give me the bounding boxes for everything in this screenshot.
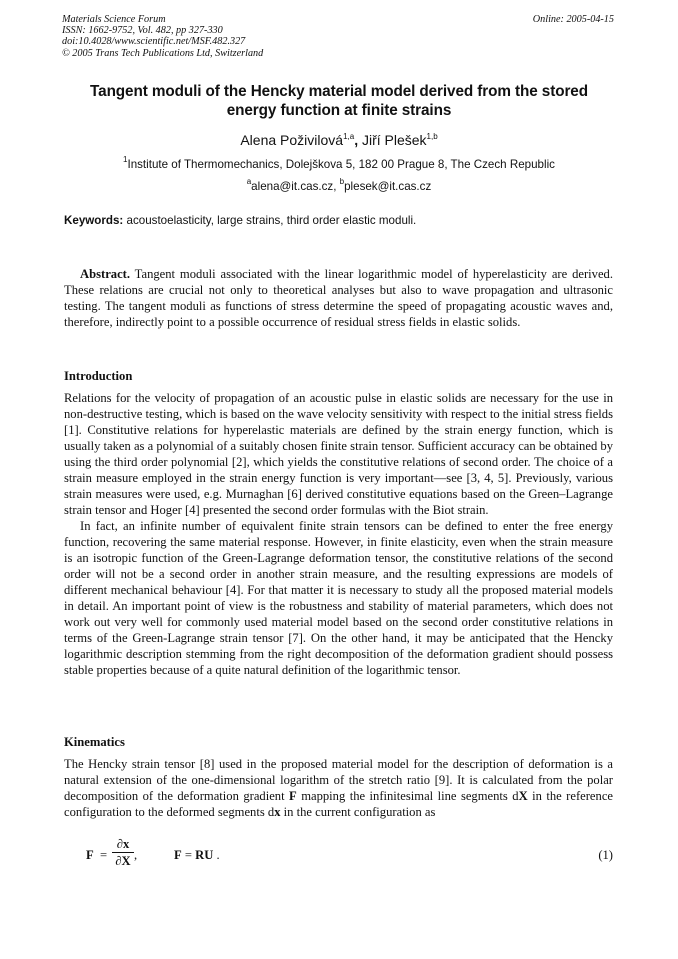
equation-polar-decomposition: [174, 848, 220, 863]
abstract-text: Tangent moduli associated with the linear logarithmic model of hyperelasticity are derived. These relations are crucial not only to theoretical analyses but also to wave propagation and ultrasonic testing. The tangent moduli as functions of stress determine the speed of propagating acoustic waves and, therefore, indirectly point to a possible occurrence of residual stress fields in elastic solids.: [64, 267, 614, 329]
equation-1: [64, 836, 613, 876]
equation-term: =: [181, 848, 196, 862]
journal-name: Materials Science Forum: [62, 14, 166, 25]
email-address[interactable]: alena@it.cas.cz: [251, 180, 334, 193]
equation-comma: ,: [134, 848, 138, 862]
affiliation: [64, 155, 614, 172]
email-list: [64, 177, 614, 194]
text-run: mapping the infinitesimal line segments d: [296, 789, 519, 803]
author-superscript: 1,b: [426, 132, 438, 141]
text-run: in the current configuration as: [280, 805, 436, 819]
math-symbol-F: F: [289, 789, 297, 803]
author-name: Jiří Plešek: [361, 132, 427, 148]
equation-term: RU: [195, 848, 214, 862]
author-list: [64, 131, 614, 149]
equation-number: (1): [598, 848, 613, 862]
math-symbol-x: x: [274, 805, 281, 819]
email-superscript: b: [339, 177, 345, 186]
online-date: Online: 2005-04-15: [532, 14, 614, 25]
math-symbol-X: X: [518, 789, 528, 803]
copyright-line: © 2005 Trans Tech Publications Ltd, Switzerland: [62, 47, 264, 59]
equation-term: .: [213, 848, 220, 862]
section-heading-kinematics: Kinematics: [64, 735, 125, 749]
keywords: [64, 214, 614, 228]
author-superscript: 1,a: [343, 132, 355, 141]
abstract-paragraph: [64, 266, 613, 330]
keywords-text: acoustoelasticity, large strains, third order elastic moduli.: [126, 214, 417, 227]
section-heading-introduction: Introduction: [64, 369, 133, 383]
introduction-paragraph: Relations for the velocity of propagation of an acoustic pulse in elastic solids are necessary for the use in non-destructive testing, which is based on the wave velocity sensitivity with respect to the initial stress fields [1]. Constitutive relations for hyperelastic materials are defined by the strain energy function, which is usually taken as a polynomial of a suitably chosen finite strain tensor. Sufficient accuracy can be obtained by using the third order polynomial [2], which yields the constitutive relations of second order. The choice of a strain measure employed in the strain energy function is very important—see [3, 4, 5]. Previously, various strain measures were used, e.g. Murnaghan [6] derived constitutive equations based on the Green–Lagrange strain tensor and Hoger [4] presented the second order formulas with the Biot strain.: [64, 391, 613, 517]
issn-line: ISSN: 1662-9752, Vol. 482, pp 327-330: [62, 25, 223, 37]
email-address[interactable]: plesek@it.cas.cz: [344, 180, 432, 193]
equation-term: F: [174, 848, 182, 862]
email-separator: ,: [333, 180, 340, 193]
abstract-label: Abstract.: [80, 267, 131, 281]
equation-fraction: [112, 836, 134, 869]
abstract: [64, 266, 613, 330]
kinematics-section: [64, 756, 613, 820]
author-separator: ,: [354, 132, 362, 148]
kinematics-paragraph: [64, 756, 613, 820]
fraction-numerator: ∂x: [116, 837, 130, 851]
affiliation-superscript: 1: [123, 155, 128, 164]
affiliation-text: Institute of Thermomechanics, Dolejškova 5, 182 00 Prague 8, The Czech Republic: [127, 158, 555, 171]
fraction-denominator: ∂X: [115, 854, 131, 868]
doi-line[interactable]: doi:10.4028/www.scientific.net/MSF.482.327: [62, 36, 246, 48]
equation-lhs: F: [86, 848, 94, 862]
paper-title: Tangent moduli of the Hencky material model derived from the stored energy function at finite strains: [90, 83, 588, 119]
equation-equals: =: [100, 848, 108, 862]
journal-header: [62, 14, 263, 59]
author-name: Alena Poživilová: [240, 132, 344, 148]
email-superscript: a: [246, 177, 252, 186]
text-run: in the reference configuration to the deformed segments d: [64, 789, 613, 819]
text-run: The Hencky strain tensor [8] used in the proposed material model for the description of deformation is a natural extension of the one-dimensional logarithm of the stretch ratio [9]. It is calculated from the polar decomposition of the deformation gradient: [64, 757, 613, 803]
keywords-label: Keywords:: [64, 214, 124, 227]
introduction-paragraph: In fact, an infinite number of equivalent finite strain tensors can be defined to enter the free energy function, recovering the same material response. However, in finite elasticity, even when the strain measure is an isotropic function of the Green-Lagrange deformation tensor, the constitutive relations of the second order will not be a second order in another strain measure, and the resulting expressions are models of different mechanical behaviour [4]. For that matter it is necessary to study all the proposed material models in detail. An important point of view is the robustness and stability of material parameters, which does not work out very well for commonly used material model based on the second order constitutive relations in terms of the Green-Lagrange strain tensor [7]. On the other hand, it may be anticipated that the Hencky logarithmic description stemming from the right decomposition of the deformation gradient should possess stable properties because of a quite natural definition of the logarithmic tensor.: [64, 519, 613, 677]
introduction-section: [64, 390, 613, 678]
